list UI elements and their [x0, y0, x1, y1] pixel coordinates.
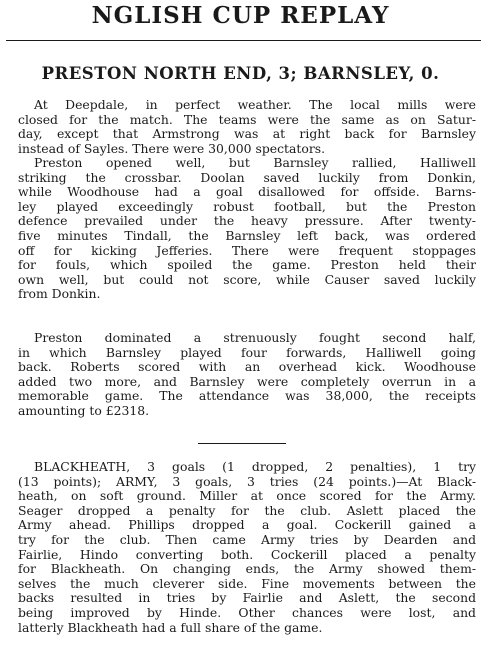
text-line: backs resulted in tries by Fairlie and Aslett, the second: [18, 591, 476, 606]
section-divider: [198, 443, 286, 444]
match1-title: PRESTON NORTH END, 3; BARNSLEY, 0.: [41, 64, 440, 83]
text-line: own well, but could not score, while Causer saved luckily: [18, 272, 476, 287]
text-line: back. Roberts scored with an overhead kick. Woodhouse: [18, 360, 476, 375]
text-line: added two more, and Barnsley were completely overrun in a: [18, 374, 476, 389]
text-line: try for the club. Then came Army tries by Dearden and: [18, 532, 476, 547]
match1-paragraph-1: [18, 98, 476, 156]
headline-rule: [6, 40, 481, 41]
text-line: (13 points); ARMY, 3 goals, 3 tries (24 points.)—At Black-: [18, 474, 476, 489]
text-line: amounting to £2318.: [18, 403, 150, 418]
text-line: Preston dominated a strenuously fought second half,: [34, 331, 476, 345]
text-line: being improved by Hinde. Other chances were lost, and: [18, 605, 476, 620]
text-line: Army ahead. Phillips dropped a goal. Cockerill gained a: [18, 518, 476, 533]
text-line: striking the crossbar. Doolan saved luckily from Donkin,: [18, 170, 476, 185]
text-line: day, except that Armstrong was at right back for Barnsley: [18, 127, 476, 142]
text-line: BLACKHEATH, 3 goals (1 dropped, 2 penalties), 1 try: [34, 460, 476, 474]
text-line: five minutes Tindall, the Barnsley left back, was ordered: [18, 228, 476, 243]
match2-paragraph: [18, 460, 476, 635]
text-line: instead of Sayles. There were 30,000 spectators.: [18, 141, 326, 156]
text-line: off for kicking Jefferies. There were frequent stoppages: [18, 243, 476, 258]
headline: NGLISH CUP REPLAY: [91, 2, 390, 29]
text-line: latterly Blackheath had a full share of the game.: [18, 620, 323, 635]
text-line: closed for the match. The teams were the same as on Satur-: [18, 112, 476, 127]
text-line: ley played exceedingly robust football, but the Preston: [18, 199, 476, 214]
match1-paragraph-2: [18, 156, 476, 302]
text-line: Fairlie, Hindo converting both. Cockerill placed a penalty: [18, 547, 476, 562]
match1-paragraph-3: [18, 331, 476, 419]
text-line: in which Barnsley played four forwards, Halliwell going: [18, 345, 476, 360]
text-line: At Deepdale, in perfect weather. The local mills were: [34, 98, 476, 112]
text-line: for fouls, which spoiled the game. Preston held their: [18, 258, 476, 273]
text-line: Seager dropped a penalty for the club. Aslett placed the: [18, 503, 476, 518]
text-line: from Donkin.: [18, 287, 101, 302]
text-line: heath, on soft ground. Miller at once scored for the Army.: [18, 489, 476, 504]
text-line: defence prevailed under the heavy pressure. After twenty-: [18, 214, 476, 229]
text-line: memorable game. The attendance was 38,000, the receipts: [18, 389, 476, 404]
text-line: for Blackheath. On changing ends, the Army showed them-: [18, 562, 476, 577]
text-line: selves the much cleverer side. Fine movements between the: [18, 576, 476, 591]
text-line: Preston opened well, but Barnsley rallied, Halliwell: [34, 156, 476, 170]
text-line: while Woodhouse had a goal disallowed for offside. Barns-: [18, 185, 476, 200]
